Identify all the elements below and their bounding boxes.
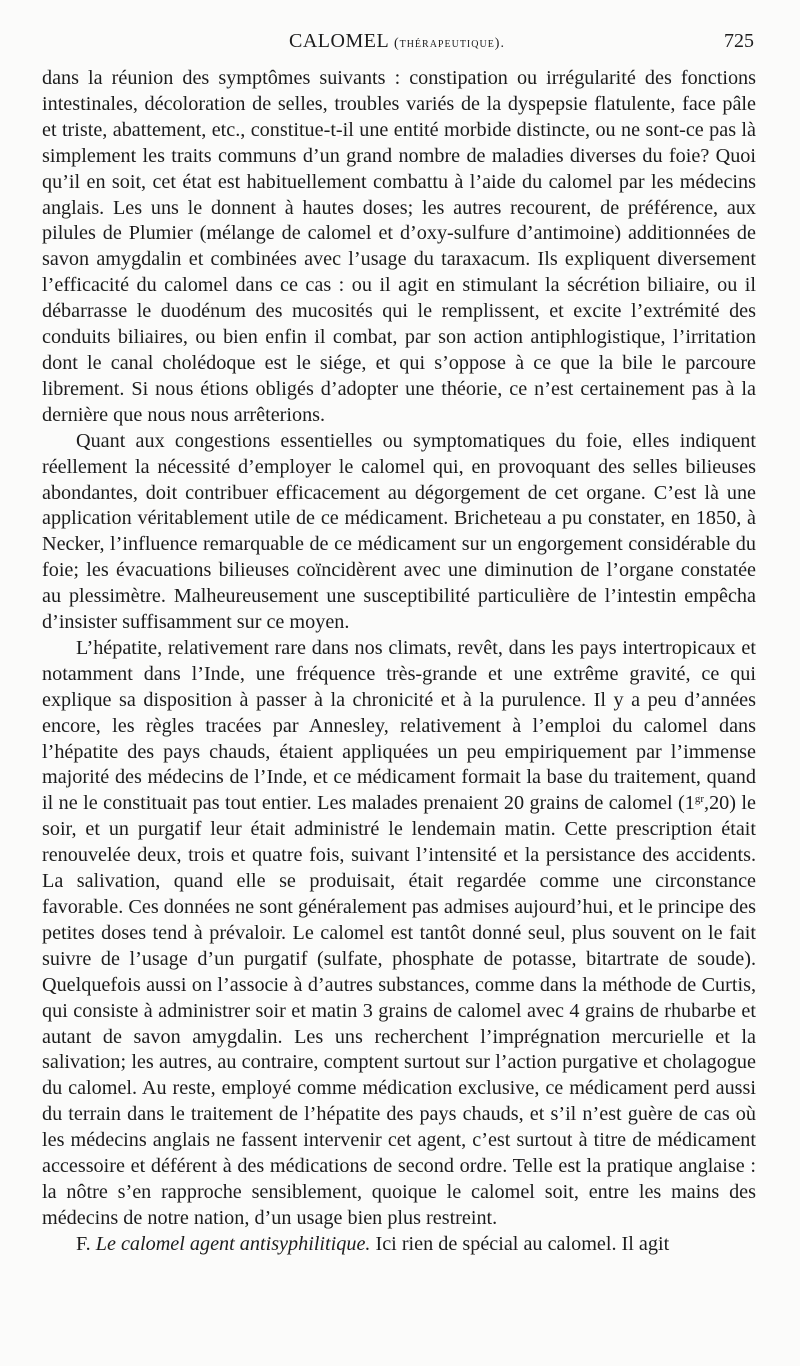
grams-superscript: gr (694, 793, 705, 806)
running-head-subtitle: (thérapeutique). (393, 36, 505, 51)
paragraph-hepatitis-part2: ,20) le soir, et un purgatif leur était administré le lendemain matin. Cette prescription était renouvelée deux, trois et quatre fois, suivant l’intensité et la persistance des accidents. La salivation, quand elle se produisait, était regardée comme une circonstance favorable. Ces données ne sont généralement pas admises aujourd’hui, et le principe des petites doses tend à prévaloir. Le calomel est tantôt donné seul, plus souvent on le fait suivre de l’usage d’un purgatif (sulfate, phosphate de potasse, bitartrate de soude). Quelquefois aussi on l’associe à d’autres substances, comme dans la méthode de Curtis, qui consiste à administrer soir et matin 3 grains de calomel avec 4 grains de rhubarbe et autant de savon amygdalin. Les uns recherchent l’imprégnation mercurielle et la salivation; les autres, au contraire, comptent surtout sur l’action purgative et cholagogue du calomel. Au reste, employé comme médication exclusive, ce médicament perd aussi du terrain dans le traitement de l’hépatite des pays chauds, et s’il n’est guère de cas où les médecins anglais ne fassent intervenir cet agent, c’est surtout à titre de médicament accessoire et déférent à des médications de second ordre. Telle est la pratique anglaise : la nôtre s’en rapproche sensiblement, quoique le calomel soit, entre les mains des médecins de notre nation, d’un usage bien plus restreint. (42, 792, 756, 1229)
paragraph-hepatitis-part1: L’hépatite, relativement rare dans nos climats, revêt, dans les pays intertropicaux et notamment dans l’Inde, une fréquence très-grande et une extrême gravité, ce qui explique sa disposition à passer à la chronicité et à la purulence. Il y a peu d’années encore, les règles tracées par Annesley, relativement à l’emploi du calomel dans l’hépatite des pays chauds, étaient appliquées un peu empiriquement par l’immense majorité des médecins de l’Inde, et ce médicament formait la base du traitement, quand il ne le constituait pas tout entier. Les malades prenaient 20 grains de calomel (1 (42, 636, 756, 815)
section-text: Ici rien de spécial au calomel. Il agit (375, 1232, 670, 1255)
paragraph-hepatitis (42, 636, 756, 1232)
body-text (42, 66, 756, 1258)
paragraph-antisyphilitic (42, 1232, 756, 1258)
paragraph-continuation: dans la réunion des symptômes suivants : constipation ou irrégularité des fonctions intestinales, décoloration de selles, troubles variés de la dyspepsie flatulente, face pâle et triste, abattement, etc., constitue-t-il une entité morbide distincte, ou ne sont-ce pas là simplement les traits communs d’un grand nombre de maladies diverses du foie? Quoi qu’il en soit, cet état est habituellement combattu à l’aide du calomel par les médecins anglais. Les uns le donnent à hautes doses; les autres recourent, de préférence, aux pilules de Plumier (mélange de calomel et d’oxy-sulfure d’antimoine) additionnées de savon amygdalin et combinées avec l’usage du taraxacum. Ils expliquent diversement l’efficacité du calomel dans ce cas : ou il agit en stimulant la sécrétion biliaire, ou il débarrasse le duodénum des mucosités qui le remplissent, et excite l’extrémité des conduits biliaires, ou bien enfin il combat, par son action antiphlogistique, l’irritation dont le canal cholédoque est le siége, et qui s’oppose à ce que la bile le parcoure librement. Si nous étions obligés d’adopter une théorie, ce n’est certainement pas à la dernière que nous nous arrêterions. (42, 67, 756, 426)
section-heading: Le calomel agent antisyphilitique. (95, 1232, 371, 1255)
page-header (40, 30, 754, 60)
paragraph-liver-congestion: Quant aux congestions essentielles ou symptomatiques du foie, elles indiquent réellement la nécessité d’employer le calomel qui, en provoquant des selles bilieuses abondantes, doit contribuer efficacement au dégorgement de cet organe. C’est là une application véritablement utile de ce médicament. Bricheteau a pu constater, en 1850, à Necker, l’influence remarquable de ce médicament sur un engorgement considérable du foie; les évacuations bilieuses coïncidèrent avec une diminution de l’organe constatée au plessimètre. Malheureusement une susceptibilité particulière de l’intestin empêcha d’insister suffisamment sur ce moyen. (42, 429, 756, 634)
section-label: F. (76, 1232, 91, 1255)
page-number: 725 (724, 30, 754, 52)
running-head-title: CALOMEL (289, 30, 389, 52)
running-head (40, 30, 754, 53)
